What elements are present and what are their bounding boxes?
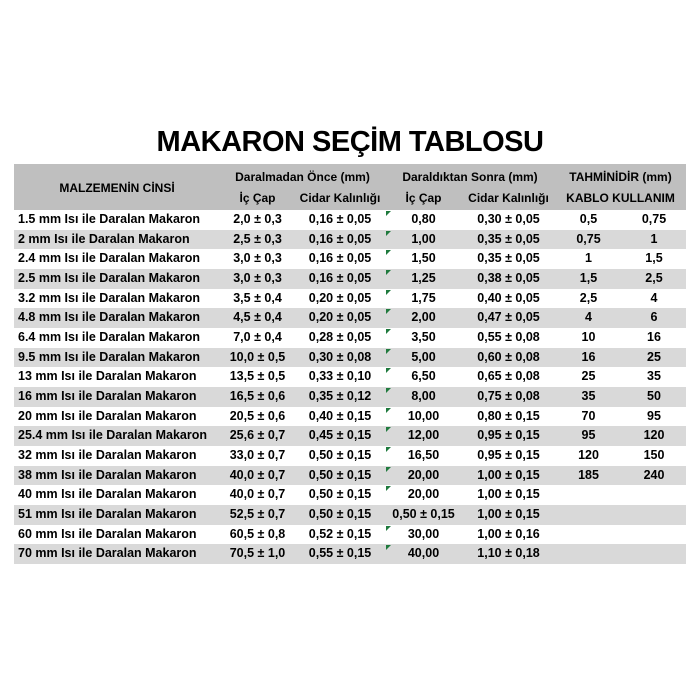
cell-material-name: 51 mm Isı ile Daralan Makaron [14, 505, 220, 525]
cell-cable-usage-max: 2,5 [622, 269, 686, 289]
cell-flag-icon [386, 349, 391, 354]
cell-cable-usage-max [622, 485, 686, 505]
cell-material-name: 2 mm Isı ile Daralan Makaron [14, 230, 220, 250]
cell-before-wall-thickness: 0,50 ± 0,15 [295, 485, 385, 505]
cell-before-wall-thickness: 0,52 ± 0,15 [295, 525, 385, 545]
cell-cable-usage-max: 150 [622, 446, 686, 466]
cell-after-inner-diameter: 5,00 [385, 348, 462, 368]
cell-flag-icon [386, 250, 391, 255]
cell-before-inner-diameter: 2,0 ± 0,3 [220, 210, 295, 230]
cell-after-wall-thickness: 1,00 ± 0,16 [462, 525, 555, 545]
cell-cable-usage-max: 4 [622, 289, 686, 309]
cell-before-inner-diameter: 20,5 ± 0,6 [220, 407, 295, 427]
cell-flag-icon [386, 486, 391, 491]
cell-material-name: 16 mm Isı ile Daralan Makaron [14, 387, 220, 407]
cell-flag-icon [386, 231, 391, 236]
table-row [14, 210, 686, 230]
table-body [14, 210, 686, 564]
cell-flag-icon [386, 368, 391, 373]
cell-before-inner-diameter: 33,0 ± 0,7 [220, 446, 295, 466]
cell-before-wall-thickness: 0,33 ± 0,10 [295, 367, 385, 387]
cell-cable-usage-min: 1 [555, 249, 622, 269]
cell-after-inner-diameter: 1,75 [385, 289, 462, 309]
cell-after-inner-diameter: 20,00 [385, 466, 462, 486]
cell-after-wall-thickness: 0,40 ± 0,05 [462, 289, 555, 309]
cell-cable-usage-min: 0,5 [555, 210, 622, 230]
cell-before-inner-diameter: 3,0 ± 0,3 [220, 269, 295, 289]
cell-before-wall-thickness: 0,16 ± 0,05 [295, 249, 385, 269]
table-row [14, 230, 686, 250]
cell-after-inner-diameter: 20,00 [385, 485, 462, 505]
cell-before-wall-thickness: 0,16 ± 0,05 [295, 210, 385, 230]
cell-before-inner-diameter: 40,0 ± 0,7 [220, 466, 295, 486]
cell-before-inner-diameter: 3,5 ± 0,4 [220, 289, 295, 309]
table-row [14, 466, 686, 486]
cell-before-inner-diameter: 4,5 ± 0,4 [220, 308, 295, 328]
cell-after-wall-thickness: 0,60 ± 0,08 [462, 348, 555, 368]
subheader-before-wall-thickness: Cidar Kalınlığı [295, 188, 385, 210]
table-row [14, 387, 686, 407]
cell-cable-usage-max: 240 [622, 466, 686, 486]
table-row [14, 407, 686, 427]
cell-flag-icon [386, 545, 391, 550]
cell-material-name: 20 mm Isı ile Daralan Makaron [14, 407, 220, 427]
cell-cable-usage-min: 95 [555, 426, 622, 446]
cell-before-wall-thickness: 0,50 ± 0,15 [295, 505, 385, 525]
cell-cable-usage-max: 0,75 [622, 210, 686, 230]
cell-after-inner-diameter: 6,50 [385, 367, 462, 387]
cell-cable-usage-min: 2,5 [555, 289, 622, 309]
subheader-after-wall-thickness: Cidar Kalınlığı [462, 188, 555, 210]
cell-material-name: 60 mm Isı ile Daralan Makaron [14, 525, 220, 545]
cell-cable-usage-max: 1 [622, 230, 686, 250]
cell-after-inner-diameter: 0,50 ± 0,15 [385, 505, 462, 525]
cell-after-inner-diameter: 40,00 [385, 544, 462, 564]
cell-before-wall-thickness: 0,40 ± 0,15 [295, 407, 385, 427]
cell-before-wall-thickness: 0,35 ± 0,12 [295, 387, 385, 407]
cell-before-inner-diameter: 3,0 ± 0,3 [220, 249, 295, 269]
cell-flag-icon [386, 270, 391, 275]
group-header-estimate: TAHMİNİDİR (mm) [555, 164, 686, 188]
cell-after-wall-thickness: 0,95 ± 0,15 [462, 446, 555, 466]
cell-before-wall-thickness: 0,45 ± 0,15 [295, 426, 385, 446]
table-row [14, 544, 686, 564]
cell-after-inner-diameter: 30,00 [385, 525, 462, 545]
cell-material-name: 25.4 mm Isı ile Daralan Makaron [14, 426, 220, 446]
cell-cable-usage-max: 50 [622, 387, 686, 407]
cell-cable-usage-max: 95 [622, 407, 686, 427]
page-title: MAKARON SEÇİM TABLOSU [156, 126, 544, 158]
group-header-before-shrink: Daralmadan Önce (mm) [220, 164, 385, 188]
cell-cable-usage-min [555, 485, 622, 505]
cell-cable-usage-min: 1,5 [555, 269, 622, 289]
table-row [14, 348, 686, 368]
cell-before-wall-thickness: 0,28 ± 0,05 [295, 328, 385, 348]
cell-cable-usage-max: 6 [622, 308, 686, 328]
table-row [14, 249, 686, 269]
cell-after-inner-diameter: 1,50 [385, 249, 462, 269]
table-header [14, 164, 686, 210]
cell-material-name: 2.4 mm Isı ile Daralan Makaron [14, 249, 220, 269]
cell-after-wall-thickness: 0,75 ± 0,08 [462, 387, 555, 407]
cell-after-wall-thickness: 0,30 ± 0,05 [462, 210, 555, 230]
cell-flag-icon [386, 388, 391, 393]
cell-flag-icon [386, 427, 391, 432]
table-row [14, 525, 686, 545]
cell-cable-usage-min: 185 [555, 466, 622, 486]
cell-after-wall-thickness: 0,80 ± 0,15 [462, 407, 555, 427]
cell-after-wall-thickness: 0,95 ± 0,15 [462, 426, 555, 446]
cell-flag-icon [386, 526, 391, 531]
cell-cable-usage-max [622, 544, 686, 564]
cell-cable-usage-max: 35 [622, 367, 686, 387]
cell-after-inner-diameter: 0,80 [385, 210, 462, 230]
cell-cable-usage-min: 25 [555, 367, 622, 387]
cell-cable-usage-max: 25 [622, 348, 686, 368]
cell-after-wall-thickness: 1,00 ± 0,15 [462, 505, 555, 525]
cell-after-wall-thickness: 0,35 ± 0,05 [462, 249, 555, 269]
cell-after-inner-diameter: 1,00 [385, 230, 462, 250]
cell-cable-usage-min [555, 525, 622, 545]
cell-cable-usage-min: 35 [555, 387, 622, 407]
cell-cable-usage-min: 120 [555, 446, 622, 466]
cell-before-wall-thickness: 0,30 ± 0,08 [295, 348, 385, 368]
cell-after-wall-thickness: 0,47 ± 0,05 [462, 308, 555, 328]
cell-before-wall-thickness: 0,50 ± 0,15 [295, 466, 385, 486]
cell-before-inner-diameter: 25,6 ± 0,7 [220, 426, 295, 446]
cell-before-inner-diameter: 60,5 ± 0,8 [220, 525, 295, 545]
cell-cable-usage-min: 16 [555, 348, 622, 368]
cell-cable-usage-max [622, 505, 686, 525]
cell-material-name: 2.5 mm Isı ile Daralan Makaron [14, 269, 220, 289]
table-row [14, 367, 686, 387]
cell-before-wall-thickness: 0,20 ± 0,05 [295, 308, 385, 328]
cell-before-wall-thickness: 0,16 ± 0,05 [295, 230, 385, 250]
table-row [14, 269, 686, 289]
subheader-after-inner-diameter: İç Çap [385, 188, 462, 210]
table-row [14, 289, 686, 309]
cell-after-inner-diameter: 1,25 [385, 269, 462, 289]
cell-before-wall-thickness: 0,20 ± 0,05 [295, 289, 385, 309]
cell-flag-icon [386, 309, 391, 314]
table-row [14, 426, 686, 446]
subheader-cable-usage: KABLO KULLANIM [555, 188, 686, 210]
cell-after-inner-diameter: 2,00 [385, 308, 462, 328]
cell-cable-usage-max [622, 525, 686, 545]
cell-before-inner-diameter: 10,0 ± 0,5 [220, 348, 295, 368]
cell-after-wall-thickness: 1,10 ± 0,18 [462, 544, 555, 564]
cell-cable-usage-min [555, 505, 622, 525]
cell-flag-icon [386, 467, 391, 472]
cell-flag-icon [386, 408, 391, 413]
cell-flag-icon [386, 290, 391, 295]
cell-after-inner-diameter: 3,50 [385, 328, 462, 348]
cell-before-inner-diameter: 70,5 ± 1,0 [220, 544, 295, 564]
cell-after-wall-thickness: 1,00 ± 0,15 [462, 466, 555, 486]
cell-before-wall-thickness: 0,55 ± 0,15 [295, 544, 385, 564]
cell-before-wall-thickness: 0,16 ± 0,05 [295, 269, 385, 289]
cell-after-wall-thickness: 0,35 ± 0,05 [462, 230, 555, 250]
cell-after-wall-thickness: 0,55 ± 0,08 [462, 328, 555, 348]
cell-after-inner-diameter: 8,00 [385, 387, 462, 407]
cell-material-name: 70 mm Isı ile Daralan Makaron [14, 544, 220, 564]
cell-before-inner-diameter: 13,5 ± 0,5 [220, 367, 295, 387]
cell-flag-icon [386, 211, 391, 216]
group-header-after-shrink: Daraldıktan Sonra (mm) [385, 164, 555, 188]
table-row [14, 328, 686, 348]
cell-after-inner-diameter: 10,00 [385, 407, 462, 427]
cell-before-wall-thickness: 0,50 ± 0,15 [295, 446, 385, 466]
cell-flag-icon [386, 329, 391, 334]
cell-cable-usage-max: 16 [622, 328, 686, 348]
cell-before-inner-diameter: 40,0 ± 0,7 [220, 485, 295, 505]
cell-material-name: 6.4 mm Isı ile Daralan Makaron [14, 328, 220, 348]
cell-after-inner-diameter: 12,00 [385, 426, 462, 446]
table-row [14, 505, 686, 525]
cell-material-name: 13 mm Isı ile Daralan Makaron [14, 367, 220, 387]
cell-material-name: 40 mm Isı ile Daralan Makaron [14, 485, 220, 505]
cell-cable-usage-min: 70 [555, 407, 622, 427]
cell-before-inner-diameter: 52,5 ± 0,7 [220, 505, 295, 525]
cell-material-name: 32 mm Isı ile Daralan Makaron [14, 446, 220, 466]
cell-before-inner-diameter: 2,5 ± 0,3 [220, 230, 295, 250]
cell-material-name: 3.2 mm Isı ile Daralan Makaron [14, 289, 220, 309]
cell-cable-usage-min: 0,75 [555, 230, 622, 250]
cell-after-wall-thickness: 1,00 ± 0,15 [462, 485, 555, 505]
cell-material-name: 4.8 mm Isı ile Daralan Makaron [14, 308, 220, 328]
column-header-material-type: MALZEMENİN CİNSİ [14, 164, 220, 210]
cell-cable-usage-min: 10 [555, 328, 622, 348]
cell-cable-usage-min: 4 [555, 308, 622, 328]
cell-before-inner-diameter: 16,5 ± 0,6 [220, 387, 295, 407]
cell-after-wall-thickness: 0,38 ± 0,05 [462, 269, 555, 289]
makaron-selection-table [14, 164, 686, 564]
cell-cable-usage-max: 120 [622, 426, 686, 446]
table-row [14, 446, 686, 466]
cell-cable-usage-max: 1,5 [622, 249, 686, 269]
cell-flag-icon [386, 447, 391, 452]
table-row [14, 485, 686, 505]
cell-material-name: 38 mm Isı ile Daralan Makaron [14, 466, 220, 486]
cell-before-inner-diameter: 7,0 ± 0,4 [220, 328, 295, 348]
cell-after-inner-diameter: 16,50 [385, 446, 462, 466]
cell-cable-usage-min [555, 544, 622, 564]
subheader-before-inner-diameter: İç Çap [220, 188, 295, 210]
cell-material-name: 1.5 mm Isı ile Daralan Makaron [14, 210, 220, 230]
cell-after-wall-thickness: 0,65 ± 0,08 [462, 367, 555, 387]
table-row [14, 308, 686, 328]
cell-material-name: 9.5 mm Isı ile Daralan Makaron [14, 348, 220, 368]
